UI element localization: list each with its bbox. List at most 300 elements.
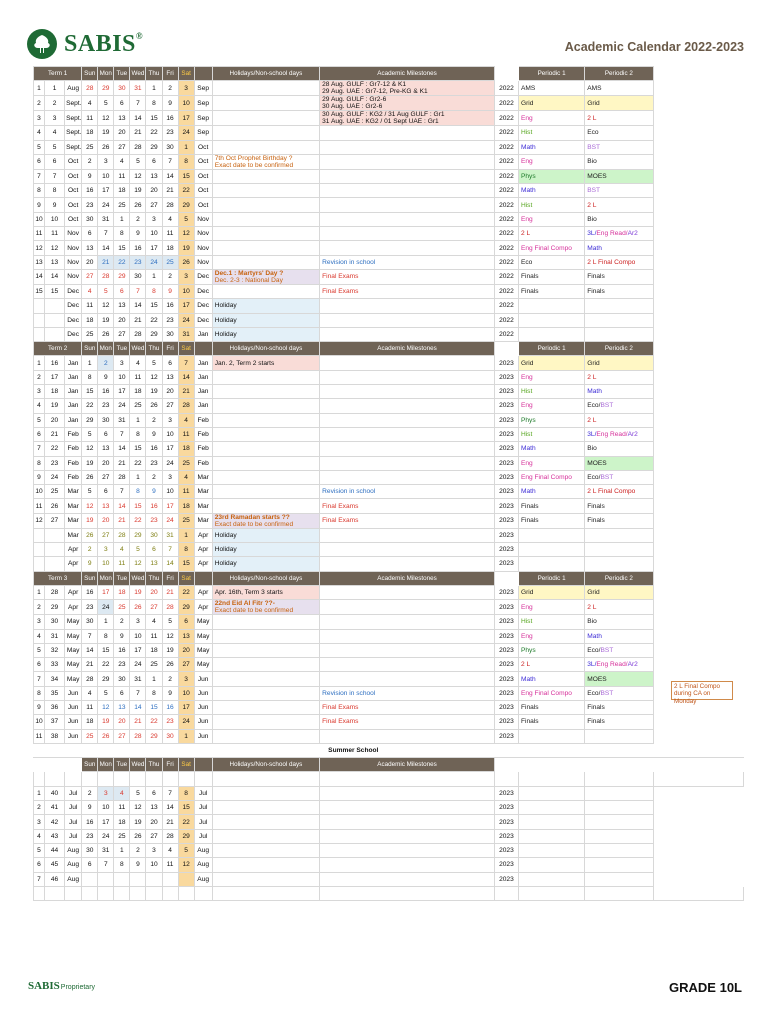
- blank-cell: [494, 743, 743, 757]
- blank-header: [585, 758, 653, 772]
- calendar-row: [34, 585, 744, 599]
- calendar-row: [34, 499, 744, 513]
- blank-cell: [653, 456, 744, 470]
- day-cell: 5: [162, 615, 178, 629]
- holiday-cell: [212, 815, 319, 829]
- holiday-cell: [212, 872, 319, 886]
- day-header: Tue: [114, 571, 130, 585]
- day-cell: 18: [178, 499, 194, 513]
- end-month: Jun: [194, 715, 212, 729]
- start-month: Oct: [65, 212, 82, 226]
- blank-cell: [653, 342, 744, 356]
- day-cell: 24: [114, 399, 130, 413]
- blank-header: [194, 342, 212, 356]
- school-week-number: 36: [45, 700, 65, 714]
- page-title: Academic Calendar 2022-2023: [564, 40, 744, 54]
- blank-cell: [653, 413, 744, 427]
- blank-cell: [653, 169, 744, 183]
- day-header: Mon: [98, 67, 114, 81]
- holiday-cell: [212, 442, 319, 456]
- blank-cell: [653, 154, 744, 169]
- day-cell: 12: [98, 700, 114, 714]
- end-month: Jul: [194, 829, 212, 843]
- holiday-cell: [212, 843, 319, 857]
- day-cell: 5: [82, 485, 98, 499]
- day-cell: 22: [98, 658, 114, 672]
- day-cell: 14: [162, 801, 178, 815]
- periodic-1-cell: [518, 299, 584, 313]
- end-month: Oct: [194, 169, 212, 183]
- calendar-row: [34, 399, 744, 413]
- day-cell: 29: [146, 327, 162, 341]
- blank-cell: [653, 67, 744, 81]
- blank-cell: [653, 313, 744, 327]
- periodic-2-header: Periodic 2: [585, 342, 653, 356]
- periodic-2-cell: [585, 615, 653, 629]
- subject-label: BST: [600, 402, 614, 410]
- day-cell: 19: [82, 513, 98, 528]
- school-week-number: 5: [45, 140, 65, 154]
- holiday-line: 7th Oct Prophet Birthday ?: [214, 154, 293, 162]
- blank-header: [194, 758, 212, 772]
- periodic-2-cell: [585, 843, 653, 857]
- day-header: Mon: [98, 571, 114, 585]
- start-month: Jan: [65, 413, 82, 427]
- blank-header: [494, 67, 518, 81]
- day-cell: 8: [178, 543, 194, 557]
- milestones-header: Academic Milestones: [320, 758, 495, 772]
- school-week-number: 15: [45, 284, 65, 298]
- calendar-row: [34, 872, 744, 886]
- blank-cell: [98, 886, 114, 900]
- day-cell: 17: [98, 184, 114, 198]
- separator: /: [625, 431, 628, 439]
- start-month: Feb: [65, 470, 82, 484]
- term-week-number: 6: [34, 858, 45, 872]
- periodic-2-header: Periodic 2: [585, 67, 653, 81]
- start-month: May: [65, 615, 82, 629]
- holiday-cell: [212, 858, 319, 872]
- day-cell: 7: [178, 356, 194, 370]
- day-cell: 8: [114, 227, 130, 241]
- day-cell: 7: [82, 629, 98, 643]
- day-cell: 22: [130, 513, 146, 528]
- year-cell: 2023: [494, 615, 518, 629]
- periodic-2-cell: [585, 241, 653, 255]
- year-cell: 2022: [494, 96, 518, 111]
- blank-cell: [653, 356, 744, 370]
- subject-label: Finals: [587, 288, 605, 296]
- day-cell: 11: [162, 227, 178, 241]
- day-cell: 2: [82, 154, 98, 169]
- start-month: Jun: [65, 715, 82, 729]
- year-cell: 2023: [494, 427, 518, 441]
- day-cell: 12: [98, 299, 114, 313]
- subject-label: 2 L: [587, 201, 597, 209]
- periodic-2-cell: [585, 313, 653, 327]
- blank-cell: [34, 886, 45, 900]
- day-cell: 13: [146, 169, 162, 183]
- day-cell: 30: [82, 212, 98, 226]
- holiday-cell: Jan. 2, Term 2 starts: [212, 356, 319, 370]
- day-cell: 16: [162, 111, 178, 126]
- end-month: Jan: [194, 399, 212, 413]
- day-cell: 7: [114, 485, 130, 499]
- day-cell: 27: [114, 140, 130, 154]
- blank-cell: [65, 772, 82, 786]
- holiday-line: Exact date to be confirmed: [214, 520, 294, 528]
- periodic-1-cell: [518, 700, 584, 714]
- periodic-1-cell: [518, 715, 584, 729]
- subject-label: Bio: [587, 215, 597, 223]
- day-cell: 21: [114, 456, 130, 470]
- day-header: Wed: [130, 67, 146, 81]
- school-week-number: 44: [45, 843, 65, 857]
- holiday-cell: [212, 198, 319, 212]
- calendar-row: [34, 672, 744, 686]
- start-month: Mar: [65, 485, 82, 499]
- blank-cell: [653, 140, 744, 154]
- periodic-2-cell: [585, 513, 653, 528]
- blank-cell: [653, 729, 744, 743]
- end-month: Dec: [194, 284, 212, 298]
- subject-label: BST: [587, 187, 601, 195]
- day-cell: 20: [114, 126, 130, 140]
- blank-cell: [653, 528, 744, 542]
- subject-label: Hist: [520, 618, 533, 626]
- year-cell: 2023: [494, 686, 518, 700]
- day-cell: 27: [162, 399, 178, 413]
- day-cell: 6: [82, 227, 98, 241]
- start-month: Jul: [65, 801, 82, 815]
- blank-header: [194, 571, 212, 585]
- footer-logo: SABIS Proprietary: [28, 980, 96, 992]
- end-month: Jul: [194, 815, 212, 829]
- term-week-number: [34, 557, 45, 571]
- day-cell: 27: [146, 829, 162, 843]
- blank-cell: [653, 96, 744, 111]
- day-cell: 3: [146, 843, 162, 857]
- milestone-cell: [320, 169, 495, 183]
- school-week-number: 9: [45, 198, 65, 212]
- blank-cell: [653, 269, 744, 284]
- school-week-number: 7: [45, 169, 65, 183]
- start-month: Jan: [65, 356, 82, 370]
- day-cell: 11: [130, 370, 146, 384]
- periodic-2-cell: [585, 801, 653, 815]
- day-cell: 9: [162, 686, 178, 700]
- blank-cell: [82, 772, 98, 786]
- start-month: Aug: [65, 81, 82, 96]
- periodic-1-cell: [518, 140, 584, 154]
- milestone-cell: [320, 356, 495, 370]
- holiday-cell: [212, 629, 319, 643]
- day-cell: 2: [146, 470, 162, 484]
- day-cell: 8: [98, 629, 114, 643]
- day-cell: 17: [178, 111, 194, 126]
- subject-label: Eng Read: [596, 230, 626, 238]
- subject-label: AMS: [520, 84, 536, 92]
- day-cell: 29: [98, 672, 114, 686]
- periodic-2-cell: [585, 643, 653, 657]
- day-cell: [130, 872, 146, 886]
- end-month: Feb: [194, 456, 212, 470]
- separator: /: [625, 661, 628, 669]
- day-cell: 18: [114, 585, 130, 599]
- periodic-2-cell: [585, 715, 653, 729]
- calendar-row: [34, 801, 744, 815]
- day-cell: [162, 872, 178, 886]
- day-cell: 8: [130, 427, 146, 441]
- school-week-number: 25: [45, 485, 65, 499]
- periodic-2-cell: [585, 126, 653, 140]
- milestone-cell: [320, 126, 495, 140]
- day-header: Wed: [130, 342, 146, 356]
- day-header: Sun: [82, 571, 98, 585]
- blank-cell: [114, 886, 130, 900]
- year-cell: 2022: [494, 241, 518, 255]
- day-cell: 29: [130, 528, 146, 542]
- periodic-2-cell: [585, 528, 653, 542]
- end-month: Oct: [194, 184, 212, 198]
- periodic-2-cell: [585, 872, 653, 886]
- periodic-1-cell: [518, 356, 584, 370]
- term-week-number: 1: [34, 356, 45, 370]
- milestone-cell: [320, 528, 495, 542]
- day-cell: 15: [178, 801, 194, 815]
- term-week-number: 2: [34, 600, 45, 615]
- calendar-row: [34, 313, 744, 327]
- milestone-cell: [320, 643, 495, 657]
- day-cell: 11: [82, 299, 98, 313]
- periodic-1-cell: [518, 729, 584, 743]
- day-cell: 9: [130, 227, 146, 241]
- final-compo-note: 2 L Final Compo during CA on Monday: [671, 681, 733, 700]
- blank-cell: [653, 299, 744, 313]
- day-cell: 20: [114, 313, 130, 327]
- term-week-number: 7: [34, 169, 45, 183]
- day-cell: 30: [114, 81, 130, 96]
- subject-label: BST: [600, 646, 614, 654]
- milestones-header: Academic Milestones: [320, 67, 495, 81]
- blank-cell: [653, 658, 744, 672]
- milestone-cell: [320, 786, 495, 800]
- day-cell: 13: [146, 557, 162, 571]
- end-month: Nov: [194, 241, 212, 255]
- day-header: Thu: [146, 758, 162, 772]
- separator: /: [594, 661, 597, 669]
- holiday-cell: [212, 456, 319, 470]
- day-cell: 18: [114, 184, 130, 198]
- day-cell: 20: [146, 184, 162, 198]
- holiday-cell: [212, 370, 319, 384]
- periodic-2-cell: [585, 111, 653, 126]
- separator: /: [594, 230, 597, 238]
- holiday-cell: [212, 499, 319, 513]
- day-cell: 30: [162, 140, 178, 154]
- end-month: Jan: [194, 370, 212, 384]
- end-month: Nov: [194, 255, 212, 269]
- end-month: Nov: [194, 212, 212, 226]
- start-month: Sept.: [65, 126, 82, 140]
- day-cell: 5: [178, 212, 194, 226]
- start-month: Jun: [65, 686, 82, 700]
- blank-cell: [653, 585, 744, 599]
- blank-cell: [653, 499, 744, 513]
- holiday-cell: [212, 672, 319, 686]
- subject-label: Eng Final Compo: [520, 473, 572, 481]
- subject-label: Eco: [587, 402, 599, 410]
- blank-cell: [653, 184, 744, 198]
- term-week-number: 1: [34, 81, 45, 96]
- blank-cell: [653, 772, 744, 786]
- day-cell: 14: [130, 700, 146, 714]
- holiday-line: Exact date to be confirmed: [214, 161, 294, 169]
- blank-cell: [212, 886, 319, 900]
- day-cell: 1: [130, 413, 146, 427]
- subject-label: Phys: [520, 173, 536, 181]
- day-cell: 26: [130, 829, 146, 843]
- day-cell: 30: [82, 843, 98, 857]
- day-cell: 8: [178, 154, 194, 169]
- day-cell: 11: [82, 700, 98, 714]
- term-header-row: [34, 571, 744, 585]
- day-cell: 1: [114, 212, 130, 226]
- milestone-cell: [320, 801, 495, 815]
- blank-cell: [653, 843, 744, 857]
- periodic-1-cell: [518, 600, 584, 615]
- day-cell: 17: [162, 442, 178, 456]
- day-cell: 23: [82, 198, 98, 212]
- day-cell: 6: [82, 858, 98, 872]
- periodic-2-cell: [585, 370, 653, 384]
- calendar-row: [34, 198, 744, 212]
- year-cell: 2023: [494, 801, 518, 815]
- day-cell: 26: [130, 198, 146, 212]
- day-cell: 10: [162, 485, 178, 499]
- day-cell: 5: [98, 284, 114, 298]
- year-cell: 2022: [494, 169, 518, 183]
- end-month: Mar: [194, 499, 212, 513]
- periodic-1-cell: [518, 872, 584, 886]
- calendar-row: [34, 485, 744, 499]
- term-week-number: 6: [34, 658, 45, 672]
- calendar-row: [34, 255, 744, 269]
- blank-cell: [653, 284, 744, 298]
- day-header: Fri: [162, 758, 178, 772]
- term-week-number: 12: [34, 241, 45, 255]
- day-cell: 11: [114, 169, 130, 183]
- day-cell: 15: [130, 442, 146, 456]
- day-cell: 20: [98, 456, 114, 470]
- day-cell: 18: [82, 715, 98, 729]
- day-cell: 22: [178, 184, 194, 198]
- end-month: May: [194, 658, 212, 672]
- milestone-cell: [320, 140, 495, 154]
- day-cell: 27: [98, 470, 114, 484]
- blank-cell: [653, 801, 744, 815]
- holiday-line: Exact date to be confirmed: [214, 607, 294, 615]
- holiday-cell: [212, 81, 319, 96]
- term-week-number: [34, 543, 45, 557]
- holiday-line: Dec. 2-3 : National Day: [214, 276, 283, 284]
- day-cell: 9: [146, 427, 162, 441]
- year-cell: 2023: [494, 356, 518, 370]
- blank-cell: [146, 886, 162, 900]
- subject-label: Grid: [520, 99, 534, 107]
- day-cell: 30: [146, 528, 162, 542]
- holiday-cell: [212, 385, 319, 399]
- calendar-row: [34, 786, 744, 800]
- subject-label: Grid: [520, 589, 534, 597]
- periodic-2-cell: [585, 385, 653, 399]
- day-cell: 12: [98, 111, 114, 126]
- day-cell: 16: [82, 815, 98, 829]
- day-cell: 7: [114, 427, 130, 441]
- separator: /: [598, 689, 601, 697]
- day-header: Mon: [98, 758, 114, 772]
- end-month: Feb: [194, 427, 212, 441]
- day-cell: 23: [162, 715, 178, 729]
- day-cell: 3: [162, 470, 178, 484]
- day-cell: 29: [178, 600, 194, 615]
- end-month: Oct: [194, 154, 212, 169]
- end-month: Jul: [194, 786, 212, 800]
- day-cell: 1: [146, 269, 162, 284]
- periodic-1-cell: [518, 284, 584, 298]
- end-month: Aug: [194, 858, 212, 872]
- periodic-1-cell: [518, 686, 584, 700]
- day-cell: 25: [82, 729, 98, 743]
- day-cell: 23: [98, 399, 114, 413]
- start-month: Nov: [65, 255, 82, 269]
- day-cell: 23: [146, 513, 162, 528]
- subject-label: Finals: [520, 517, 539, 525]
- year-cell: 2022: [494, 184, 518, 198]
- day-cell: 25: [178, 456, 194, 470]
- subject-label: Ar2: [627, 431, 638, 439]
- day-cell: 12: [82, 442, 98, 456]
- holiday-cell: [212, 212, 319, 226]
- school-week-number: 20: [45, 413, 65, 427]
- periodic-1-cell: [518, 658, 584, 672]
- day-cell: 26: [82, 470, 98, 484]
- term-week-number: [34, 528, 45, 542]
- day-cell: 19: [162, 643, 178, 657]
- subject-label: Math: [587, 244, 602, 252]
- day-cell: 16: [146, 442, 162, 456]
- year-cell: 2022: [494, 227, 518, 241]
- term-week-number: 4: [34, 629, 45, 643]
- milestone-cell: Revision in school: [320, 485, 495, 499]
- day-cell: 7: [162, 154, 178, 169]
- day-cell: 26: [146, 399, 162, 413]
- subject-label: BST: [600, 473, 614, 481]
- term-header-row: [34, 758, 744, 772]
- blank-cell: [653, 427, 744, 441]
- holiday-cell: Holiday: [212, 528, 319, 542]
- subject-label: Ar2: [627, 230, 638, 238]
- periodic-1-cell: [518, 643, 584, 657]
- day-cell: 1: [82, 356, 98, 370]
- start-month: May: [65, 658, 82, 672]
- end-month: Nov: [194, 227, 212, 241]
- subject-label: Eng: [520, 459, 533, 467]
- day-cell: 3: [98, 154, 114, 169]
- day-cell: 7: [162, 543, 178, 557]
- subject-label: Finals: [587, 704, 605, 712]
- term-week-number: 13: [34, 255, 45, 269]
